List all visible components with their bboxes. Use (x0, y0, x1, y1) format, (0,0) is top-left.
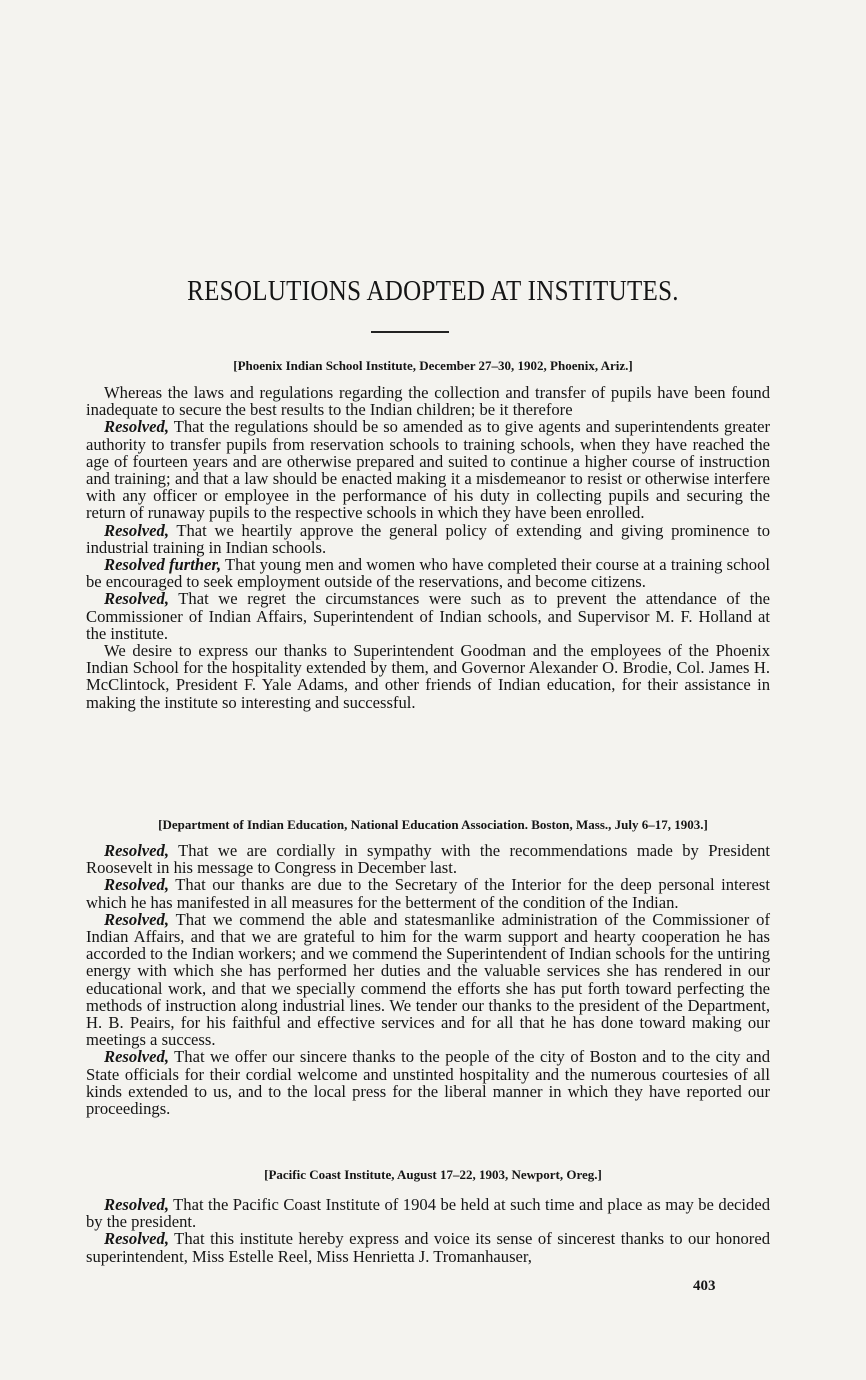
paragraph-text: That our thanks are due to the Secretary of the Interior for the deep personal interest which he has manifested in all measures for the betterment of the condition of the Indian. (86, 875, 770, 912)
resolved-lead: Resolved, (104, 520, 169, 540)
paragraph-text: We desire to express our thanks to Superintendent Goodman and the employees of the Phoenix Indian School for the hospitality extended by them, and Governor Alexander O. Brodie, Col. James H. McClintock, President F. Yale Adams, and other friends of Indian education, for their assistance in making the institute so interesting and successful. (86, 641, 770, 712)
resolved-lead: Resolved further, (104, 555, 222, 575)
section-heading-pacific: [Pacific Coast Institute, August 17–22, 1903, Newport, Oreg.] (264, 1167, 602, 1182)
section-body-phoenix (86, 384, 770, 711)
resolved-lead: Resolved, (104, 589, 169, 609)
resolved-lead: Resolved, (104, 417, 169, 437)
paragraph-text: That we offer our sincere thanks to the people of the city of Boston and to the city and State officials for their cordial welcome and unstinted hospitality and the numerous courtesies of all kinds extended to us, and to the local press for the liberal manner in which they have reported our proceedings. (86, 1047, 770, 1119)
resolved-lead: Resolved, (104, 841, 169, 860)
paragraph (86, 522, 770, 556)
resolved-lead: Resolved, (104, 909, 169, 929)
paragraph (86, 911, 770, 1049)
paragraph (86, 418, 770, 521)
paragraph (86, 876, 770, 910)
paragraph (86, 384, 770, 418)
paragraph-text: That we commend the able and statesmanlike administration of the Commissioner of Indian Affairs, and that we are grateful to him for the warm support and hearty cooperation he has accorded to the Indian workers; and we commend the Superintendent of Indian schools for the untiring energy with which she has performed her duties and the valuable services she has rendered in our educational work, and that we specially commend the efforts she has put forth toward perfecting the methods of instruction along industrial lines. We tender our thanks to the president of the Department, H. B. Peairs, for his faithful and effective services and for all that he has done toward making our meetings a success. (86, 909, 770, 1050)
section-body-nea (86, 842, 770, 1117)
page-title: RESOLUTIONS ADOPTED AT INSTITUTES. (187, 276, 679, 307)
paragraph (86, 556, 770, 590)
paragraph-text: That we heartily approve the general policy of extending and giving prominence to industrial training in Indian schools. (86, 520, 770, 557)
page-number: 403 (693, 1278, 716, 1294)
resolved-lead: Resolved, (104, 1229, 169, 1249)
title-rule (371, 331, 449, 333)
paragraph-text: That this institute hereby express and voice its sense of sincerest thanks to our honored superintendent, Miss Estelle Reel, Miss Henrietta J. Tromanhauser, (86, 1229, 770, 1266)
paragraph (86, 842, 770, 876)
paragraph-text: That the Pacific Coast Institute of 1904 be held at such time and place as may be decided by the president. (86, 1195, 770, 1232)
paragraph (86, 590, 770, 642)
section-heading-phoenix: [Phoenix Indian School Institute, December 27–30, 1902, Phoenix, Ariz.] (233, 358, 633, 373)
section-heading-nea: [Department of Indian Education, National Education Association. Boston, Mass., July 6–17, 1903.] (158, 817, 708, 832)
paragraph-text: That young men and women who have completed their course at a training school be encouraged to seek employment outside of the reservations, and become citizens. (86, 555, 770, 592)
paragraph-text: That we are cordially in sympathy with the recommendations made by President Roosevelt in his message to Congress in December last. (86, 841, 770, 878)
paragraph-text: That we regret the circumstances were such as to prevent the attendance of the Commissioner of Indian Affairs, Superintendent of Indian schools, and Supervisor M. F. Holland at the institute. (86, 589, 770, 643)
resolved-lead: Resolved, (104, 1195, 169, 1214)
paragraph-text: That the regulations should be so amended as to give agents and superintendents greater authority to transfer pupils from reservation schools to training schools, when they have reached the age of fourteen years and are otherwise prepared and suited to continue a higher course of instruction and training; and that a law should be enacted making it a misdemeanor to resist or otherwise interfere with any officer or employee in the performance of his duty in collecting pupils and securing the return of runaway pupils to the respective schools in which they have been enrolled. (86, 417, 770, 523)
paragraph (86, 642, 770, 711)
resolved-lead: Resolved, (104, 1047, 169, 1067)
section-body-pacific (86, 1196, 770, 1265)
paragraph (86, 1230, 770, 1264)
resolved-lead: Resolved, (104, 875, 169, 895)
paragraph (86, 1196, 770, 1230)
paragraph (86, 1048, 770, 1117)
paragraph-text: Whereas the laws and regulations regarding the collection and transfer of pupils have been found inadequate to secure the best results to the Indian children; be it therefore (86, 383, 770, 420)
